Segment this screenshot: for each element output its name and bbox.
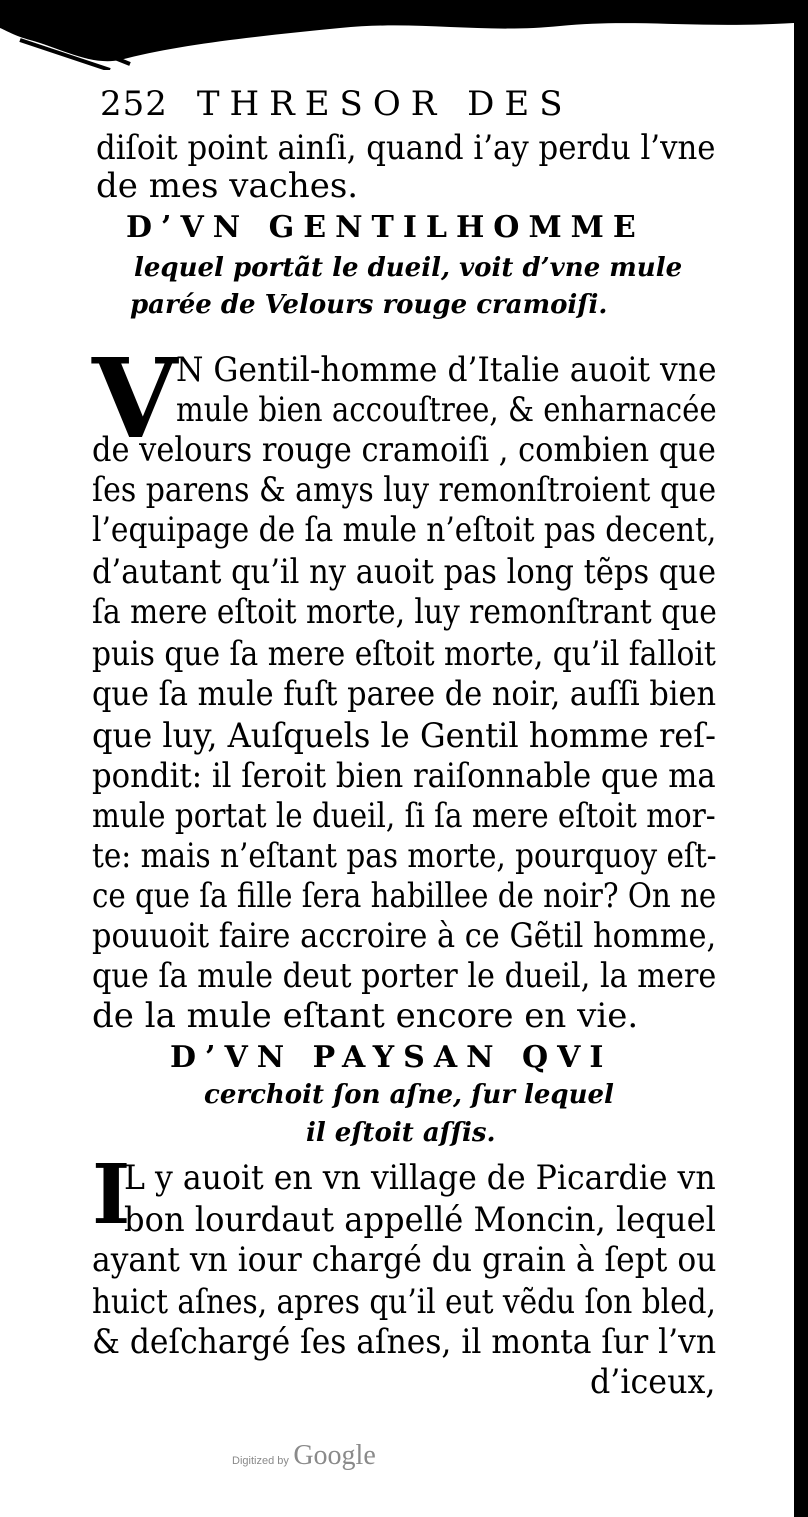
watermark-brand: Google <box>293 1440 376 1471</box>
body-line: mule portat le dueil, ſi ſa mere eſtoit mor- <box>92 796 716 836</box>
body-line: ayant vn iour chargé du grain à ſept ou <box>92 1240 717 1280</box>
body-line: ſa mere eſtoit morte, luy remonſtrant que <box>92 592 717 632</box>
carryover-line: de mes vaches. <box>96 166 359 206</box>
body-line: pondit: il ſeroit bien raiſonnable que ma <box>92 756 716 796</box>
body-line: te: mais n’eſtant pas morte, pourquoy eſt- <box>92 836 717 876</box>
body-line: bon lourdaut appellé Moncin, lequel <box>124 1200 716 1240</box>
digitized-watermark <box>232 1440 376 1472</box>
running-header <box>100 84 700 124</box>
right-page-edge <box>794 0 808 1517</box>
section-subtitle: il eſtoit aſſis. <box>306 1118 496 1148</box>
body-line: l’equipage de ſa mule n’eſtoit pas decent, <box>92 510 717 550</box>
body-line: ce que ſa fille ſera habillee de noir? On ne <box>92 876 717 916</box>
body-line: que luy, Auſquels le Gentil homme reſ- <box>92 716 717 756</box>
body-line: puis que ſa mere eſtoit morte, qu’il falloit <box>92 634 716 674</box>
top-edge-smudge <box>0 0 808 70</box>
body-line: N Gentil-homme d’Italie auoit vne <box>176 350 717 390</box>
drop-capital: V <box>92 334 178 463</box>
section-title: D’VN PAYSAN QVI <box>170 1040 613 1075</box>
section-subtitle: cerchoit ſon aſne, ſur lequel <box>204 1080 614 1110</box>
page-number: 252 <box>100 84 168 124</box>
carryover-line: diſoit point ainſi, quand i’ay perdu l’vne <box>96 128 716 168</box>
body-line: pouuoit faire accroire à ce Gẽtil homme, <box>92 916 717 956</box>
catchword: d’iceux, <box>590 1362 716 1402</box>
section-subtitle: lequel portãt le dueil, voit d’vne mule <box>134 253 683 283</box>
running-title: THRESOR DES <box>196 84 573 124</box>
body-line: que ſa mule deut porter le dueil, la mere <box>92 956 717 996</box>
section-subtitle: parée de Velours rouge cramoiſi. <box>130 290 608 320</box>
body-line: d’autant qu’il ny auoit pas long tẽps que <box>92 552 717 592</box>
body-line: huict aſnes, apres qu’il eut vẽdu ſon bled, <box>92 1282 716 1322</box>
watermark-prefix: Digitized by <box>232 1455 289 1467</box>
body-line: que ſa mule fuſt paree de noir, auſſi bien <box>92 674 717 714</box>
body-line: & deſchargé ſes aſnes, il monta ſur l’vn <box>92 1322 717 1362</box>
section-title: D’VN GENTILHOMME <box>126 210 645 245</box>
body-line: de velours rouge cramoiſi , combien que <box>92 430 716 470</box>
body-line: ſes parens & amys luy remonſtroient que <box>92 470 717 510</box>
body-line: de la mule eſtant encore en vie. <box>92 996 639 1036</box>
drop-capital: I <box>92 1147 131 1243</box>
body-line: mule bien accouſtree, & enharnacée <box>176 390 717 430</box>
body-line: L y auoit en vn village de Picardie vn <box>124 1158 716 1198</box>
